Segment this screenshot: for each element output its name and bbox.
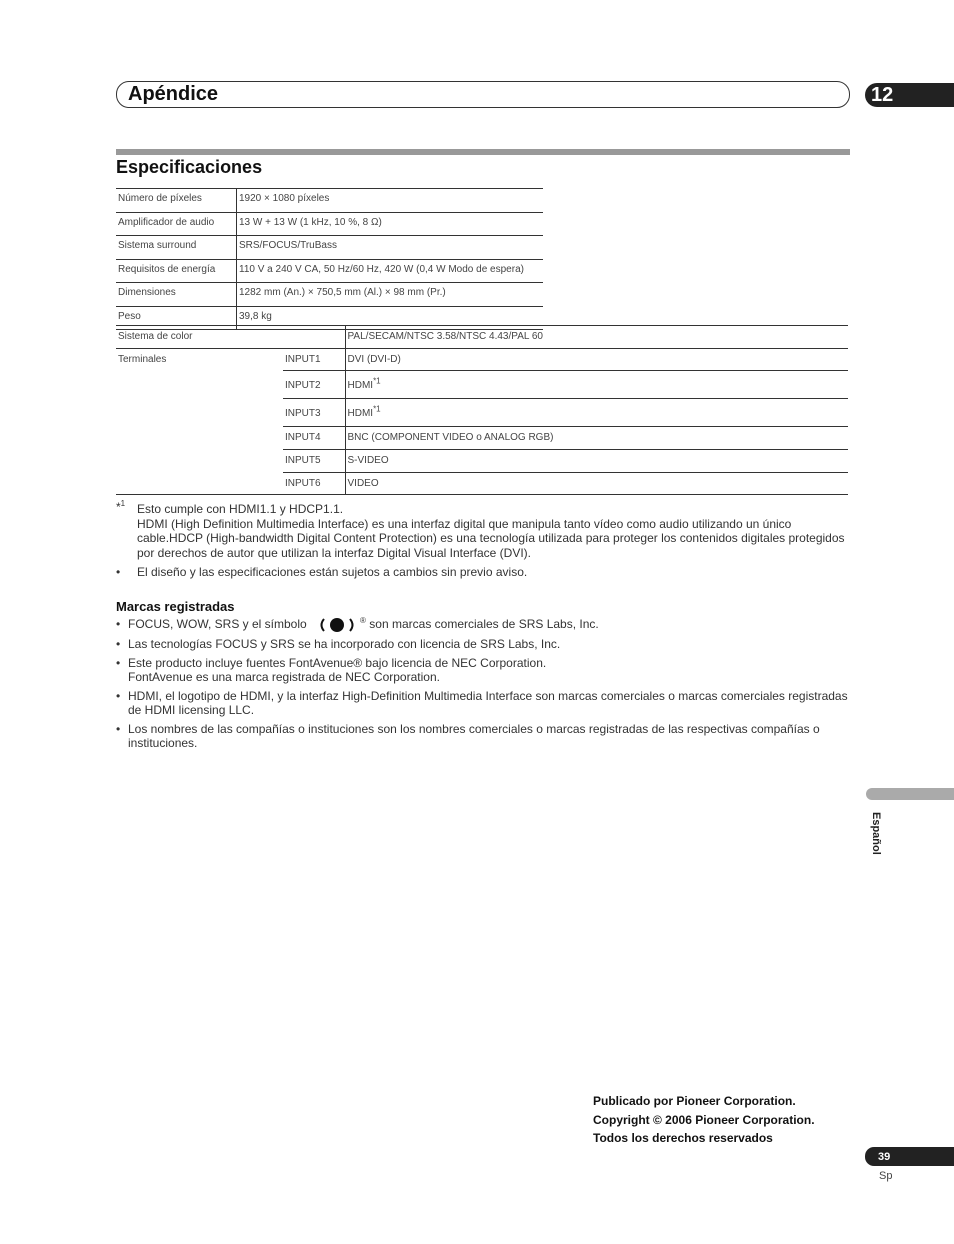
chapter-number: 12 — [871, 84, 894, 106]
terminals-table — [116, 325, 848, 495]
trademarks-title: Marcas registradas — [116, 599, 235, 614]
spec-label: Requisitos de energía — [116, 259, 237, 283]
table-row — [116, 259, 543, 283]
table-row — [116, 212, 543, 236]
input-value: S-VIDEO — [345, 450, 848, 473]
spec-value: 1920 × 1080 píxeles — [237, 189, 544, 213]
input-name: INPUT6 — [283, 472, 345, 495]
chapter-title: Apéndice — [128, 83, 219, 105]
header-frame — [116, 81, 850, 108]
table-row — [116, 189, 543, 213]
spec-label: Dimensiones — [116, 283, 237, 307]
footnote-ref: *1 — [373, 405, 381, 415]
spec-value: 39,8 kg — [237, 306, 544, 330]
trademarks-list — [116, 617, 850, 755]
section-title: Especificaciones — [116, 157, 263, 177]
spec-table — [116, 188, 543, 330]
srs-logo-icon — [318, 617, 356, 633]
language-tab — [866, 788, 954, 800]
spec-label: Amplificador de audio — [116, 212, 237, 236]
input-name: INPUT1 — [283, 348, 345, 371]
input-value: BNC (COMPONENT VIDEO o ANALOG RGB) — [345, 427, 848, 450]
publisher-block: Publicado por Pioneer Corporation. Copyright © 2006 Pioneer Corporation. Todos los derechos reservados — [593, 1094, 815, 1145]
table-row — [116, 283, 543, 307]
list-item: • Este producto incluye fuentes FontAvenue® bajo licencia de NEC Corporation. FontAvenue es una marca registrada de NEC Corporation. — [116, 655, 547, 684]
spec-value: SRS/FOCUS/TruBass — [237, 236, 544, 260]
spec-value: 110 V a 240 V CA, 50 Hz/60 Hz, 420 W (0,4 W Modo de espera) — [237, 259, 544, 283]
table-row — [116, 348, 848, 371]
list-item: • Las tecnologías FOCUS y SRS se ha incorporado con licencia de SRS Labs, Inc. — [116, 637, 561, 651]
table-row — [116, 326, 848, 349]
color-system-value: PAL/SECAM/NTSC 3.58/NTSC 4.43/PAL 60 — [345, 326, 848, 349]
input-value: HDMI$^{*1}$ — [345, 371, 848, 399]
input-value: VIDEO — [345, 472, 848, 495]
note-text: El diseño y las especificaciones están sujetos a cambios sin previo aviso. — [137, 565, 528, 579]
table-row — [116, 236, 543, 260]
list-item: • Los nombres de las compañías o instituciones son los nombres comerciales o marcas registradas de las respectivas compañías o instituciones. — [116, 721, 820, 750]
terminals-label: Terminales — [116, 348, 283, 495]
footnote-line: Esto cumple con HDMI1.1 y HDCP1.1. — [137, 502, 344, 516]
page-language: Sp — [879, 1170, 893, 1182]
bullet: • — [116, 565, 121, 579]
input-name: INPUT4 — [283, 427, 345, 450]
input-name: INPUT5 — [283, 450, 345, 473]
spec-label: Número de píxeles — [116, 189, 237, 213]
list-item: • HDMI, el logotipo de HDMI, y la interfaz High-Definition Multimedia Interface son marcas comerciales o marcas comerciales registradas de HDMI licensing LLC. — [116, 688, 848, 717]
footnote-ref: *1 — [373, 377, 381, 387]
list-item: • FOCUS, WOW, SRS y el símbolo ® son marcas comerciales de SRS Labs, Inc. — [116, 616, 599, 632]
spec-value: 1282 mm (An.) × 750,5 mm (Al.) × 98 mm (Pr.) — [237, 283, 544, 307]
spec-label: Sistema surround — [116, 236, 237, 260]
input-name: INPUT3 — [283, 399, 345, 427]
language-label: Español — [870, 812, 882, 855]
input-value: HDMI$^{*1}$ — [345, 399, 848, 427]
color-system-label: Sistema de color — [116, 326, 345, 349]
spec-label: Peso — [116, 306, 237, 330]
spec-value: 13 W + 13 W (1 kHz, 10 %, 8 Ω) — [237, 212, 544, 236]
input-name: INPUT2 — [283, 371, 345, 399]
footnote-line: HDMI (High Definition Multimedia Interface) es una interfaz digital que manipula tanto vídeo como audio utilizando un único cable.HDCP (High-bandwidth Digital Content Protection) es una tecnología utilizada para proteger los contenidos digitales protegidos por derechos de autor que utilizan la interfaz Digital Visual Interface (DVI). — [137, 516, 845, 560]
page-number: 39 — [878, 1151, 891, 1163]
input-value: DVI (DVI-D) — [345, 348, 848, 371]
footnote-mark: *$^1$ — [116, 499, 126, 514]
footnote-text — [137, 502, 850, 560]
